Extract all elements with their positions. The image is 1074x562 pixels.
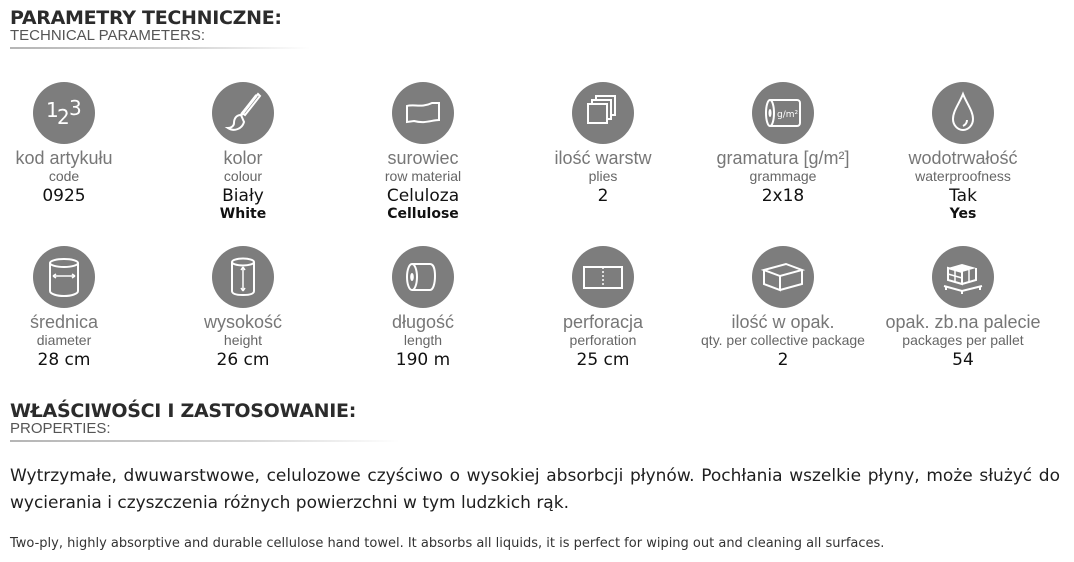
param-waterproofness — [873, 82, 1053, 222]
param-label-en: row material — [384, 168, 462, 184]
heading-underline — [10, 47, 310, 49]
heading-underline — [10, 440, 400, 442]
param-label-pl: długość — [391, 312, 455, 332]
param-value: 25 cm — [576, 350, 630, 370]
heading-pl: PARAMETRY TECHNICZNE: — [10, 7, 282, 29]
param-label-en: perforation — [569, 332, 637, 348]
param-value: 26 cm — [216, 350, 270, 370]
param-value: 28 cm — [37, 350, 91, 370]
grammage-roll-icon — [752, 82, 814, 144]
param-value: Tak — [949, 186, 977, 206]
perforation-icon — [572, 246, 634, 308]
param-value: 190 m — [395, 350, 451, 370]
param-label-pl: wysokość — [203, 312, 283, 332]
param-value: 2 — [597, 186, 609, 206]
layers-plies-icon — [572, 82, 634, 144]
param-value: 0925 — [42, 186, 86, 206]
box-package-icon — [752, 246, 814, 308]
param-label-pl: kod artykułu — [15, 148, 113, 168]
param-plies — [513, 82, 693, 206]
param-label-en: waterproofness — [915, 168, 1011, 184]
heading-en: PROPERTIES: — [10, 420, 111, 437]
param-label-en: length — [403, 332, 443, 348]
water-drop-icon — [932, 82, 994, 144]
param-label-pl: surowiec — [387, 148, 459, 168]
param-label-pl: perforacja — [562, 312, 644, 332]
heading-en: TECHNICAL PARAMETERS: — [10, 27, 206, 44]
param-label-en: code — [48, 168, 80, 184]
param-label-en: plies — [588, 168, 618, 184]
heading-pl: WŁAŚCIWOŚCI I ZASTOSOWANIE: — [10, 400, 357, 422]
technical-parameters-heading — [10, 8, 310, 49]
param-diameter — [0, 246, 154, 370]
param-value: 2 — [777, 350, 789, 370]
param-length — [333, 246, 513, 370]
param-label-en: grammage — [749, 168, 817, 184]
param-colour — [153, 82, 333, 222]
param-label-en: colour — [223, 168, 263, 184]
param-label-en: qty. per collective package — [701, 332, 865, 348]
pallet-icon — [932, 246, 994, 308]
param-material — [333, 82, 513, 222]
param-value: 2x18 — [761, 186, 805, 206]
param-label-en: height — [223, 332, 263, 348]
param-label-pl: ilość warstw — [554, 148, 652, 168]
param-label-pl: średnica — [29, 312, 99, 332]
param-packages-pallet — [873, 246, 1053, 370]
param-code — [0, 82, 154, 206]
param-value: Celuloza — [386, 186, 460, 206]
param-perforation — [513, 246, 693, 370]
roll-height-icon — [212, 246, 274, 308]
param-height — [153, 246, 333, 370]
param-label-pl: opak. zb.na palecie — [885, 312, 1041, 332]
svg-text:2: 2 — [57, 105, 70, 129]
description-en: Two-ply, highly absorptive and durable cellulose hand towel. It absorbs all liquids, it is perfect for wiping out and cleaning all surfaces. — [10, 536, 885, 551]
param-value-en: White — [219, 206, 267, 222]
grammage-icon-text: g/m² — [777, 110, 799, 120]
param-label-pl: wodotrwałość — [908, 148, 1018, 168]
param-label-pl: gramatura [g/m²] — [716, 148, 850, 168]
param-grammage — [693, 82, 873, 206]
roll-length-icon — [392, 246, 454, 308]
param-value: Biały — [222, 186, 264, 206]
paintbrush-icon — [212, 82, 274, 144]
properties-heading — [10, 401, 400, 442]
param-value-en: Cellulose — [387, 206, 459, 222]
param-label-en: diameter — [36, 332, 92, 348]
param-value-en: Yes — [949, 206, 977, 222]
param-label-pl: ilość w opak. — [731, 312, 835, 332]
roll-diameter-icon — [33, 246, 95, 308]
svg-text:1: 1 — [46, 98, 59, 122]
svg-text:3: 3 — [69, 96, 82, 120]
numbers-123-icon — [33, 82, 95, 144]
param-value: 54 — [952, 350, 974, 370]
param-qty-package — [693, 246, 873, 370]
material-sheet-icon — [392, 82, 454, 144]
description-pl: Wytrzymałe, dwuwarstwowe, celulozowe czyściwo o wysokiej absorbcji płynów. Pochłania wszelkie płyny, może służyć do wycierania i czyszczenia różnych powierzchni w tym ludzkich rąk. — [10, 466, 1060, 513]
param-label-en: packages per pallet — [902, 332, 1024, 348]
param-label-pl: kolor — [223, 148, 263, 168]
